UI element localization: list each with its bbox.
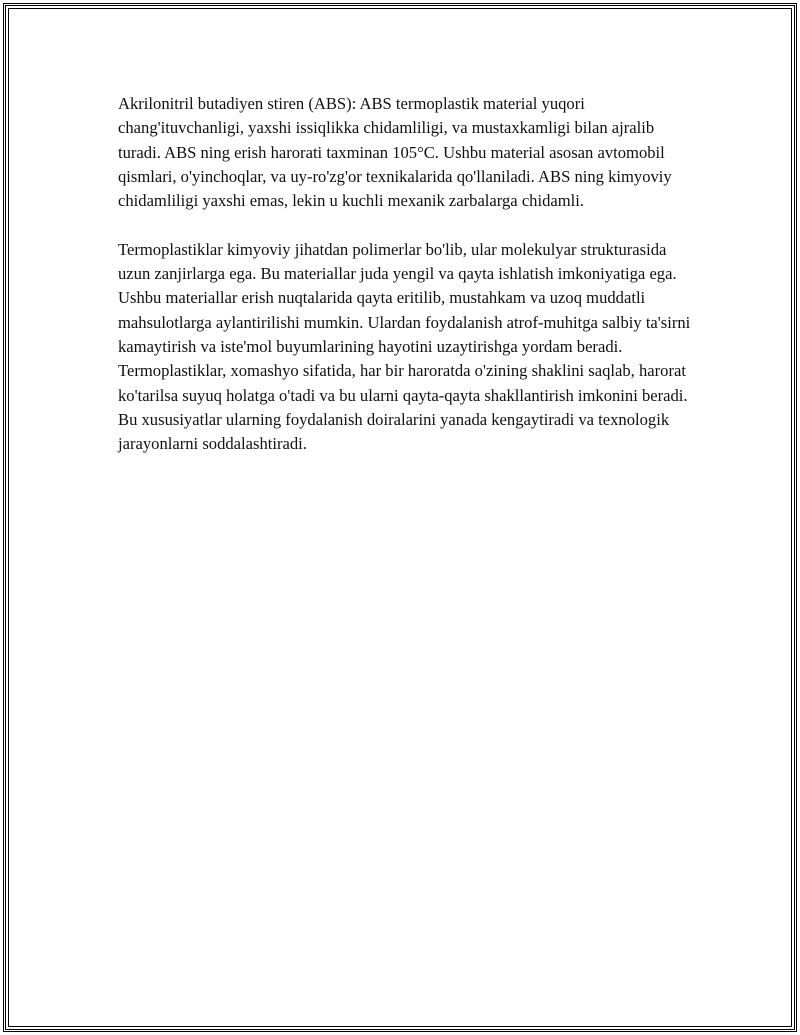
document-body — [118, 92, 698, 481]
paragraph-abs: Akrilonitril butadiyen stiren (ABS): ABS termoplastik material yuqori chang'ituvchanligi, yaxshi issiqlikka chidamliligi, va mustaxkamligi bilan ajralib turadi. ABS ning erish harorati taxminan 105°C. Ushbu material asosan avtomobil qismlari, o'yinchoqlar, va uy-ro'zg'or texnikalarida qo'llaniladi. ABS ning kimyoviy chidamliligi yaxshi emas, lekin u kuchli mexanik zarbalarga chidamli. — [118, 94, 672, 211]
paragraph-thermoplastics: Termoplastiklar kimyoviy jihatdan polimerlar bo'lib, ular molekulyar strukturasida uzun zanjirlarga ega. Bu materiallar juda yengil va qayta ishlatish imkoniyatiga ega. Ushbu materiallar erish nuqtalarida qayta eritilib, mustahkam va uzoq muddatli mahsulotlarga aylantirilishi mumkin. Ulardan foydalanish atrof-muhitga salbiy ta'sirni kamaytirish va iste'mol buyumlarining hayotini uzaytirishga yordam beradi. Termoplastiklar, xomashyo sifatida, har bir haroratda o'zining shaklini saqlab, harorat ko'tarilsa suyuq holatga o'tadi va bu ularni qayta-qayta shakllantirish imkonini beradi. Bu xususiyatlar ularning foydalanish doiralarini yanada kengaytiradi va texnologik jarayonlarni soddalashtiradi. — [118, 239, 691, 454]
